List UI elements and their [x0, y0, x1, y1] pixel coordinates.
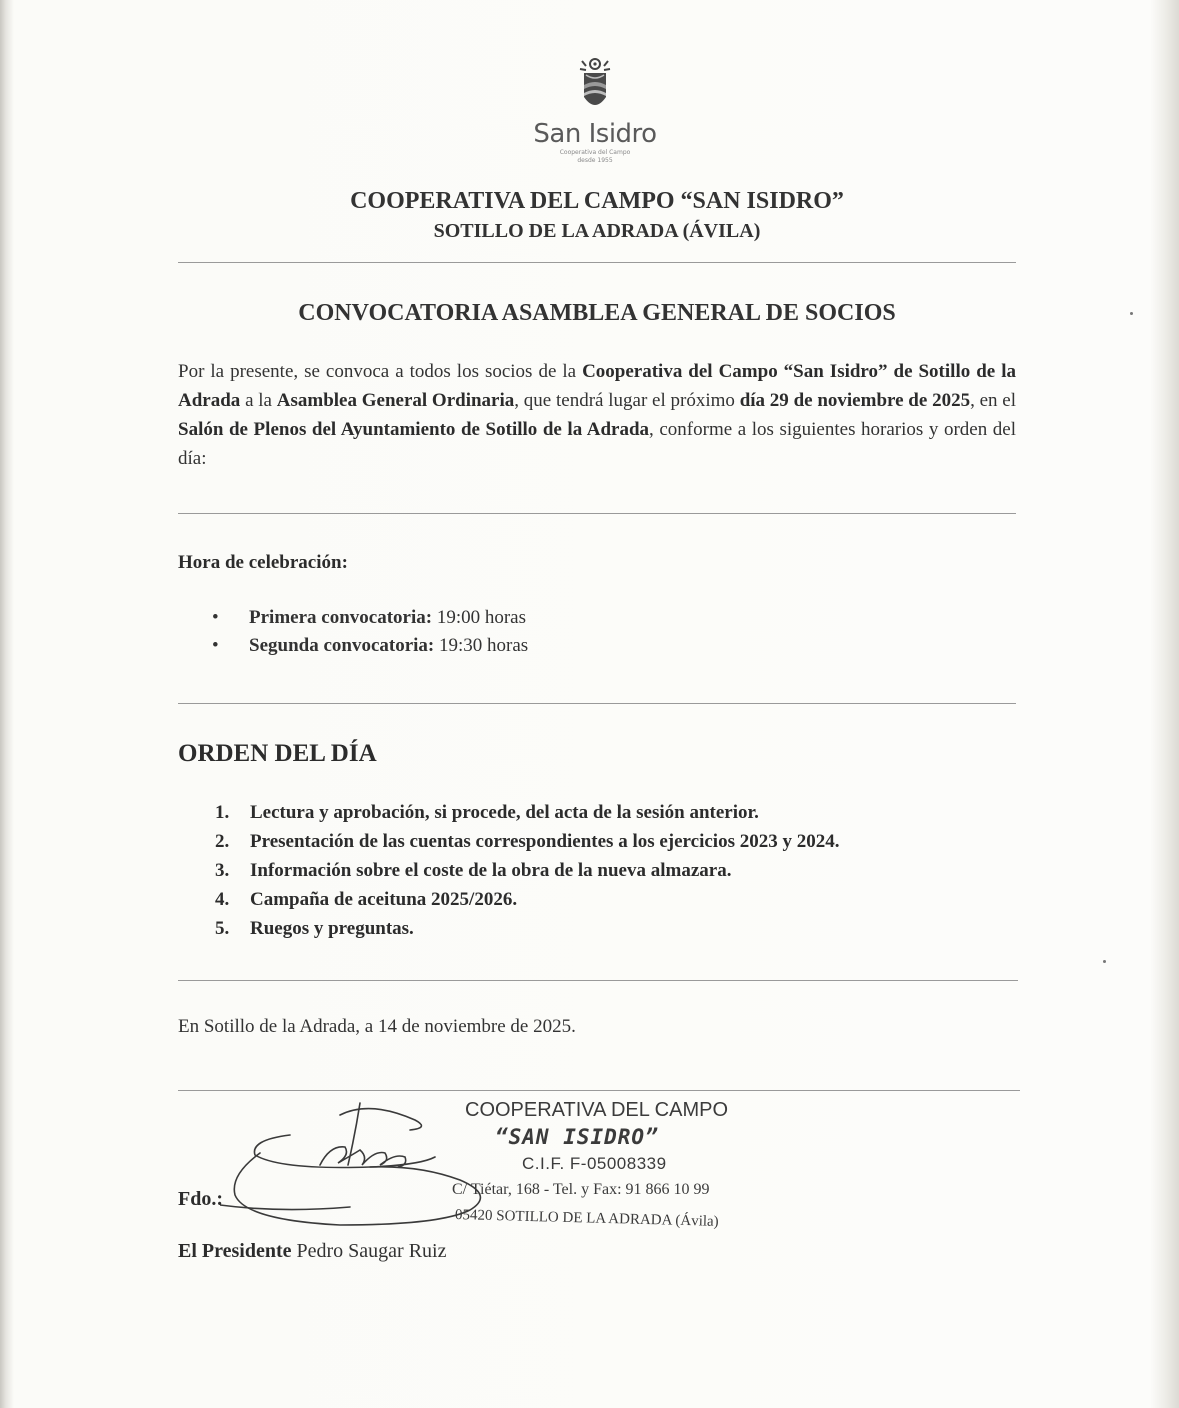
intro-bold-venue: Salón de Plenos del Ayuntamiento de Sotillo de la Adrada: [178, 419, 650, 440]
divider: [178, 980, 1018, 981]
intro-text: a la: [240, 390, 277, 411]
list-item: [215, 885, 839, 914]
paper-speck: [1130, 312, 1133, 315]
intro-text: , en el: [970, 390, 1017, 411]
list-item: [212, 604, 528, 632]
logo-subtitle-year: desde 1955: [577, 157, 613, 164]
president-name: Pedro Saugar Ruiz: [291, 1240, 447, 1262]
logo-subtitle: Cooperativa del Campo: [559, 149, 631, 156]
divider: [178, 703, 1016, 704]
agenda-text: Información sobre el coste de la obra de la nueva almazara.: [250, 860, 732, 881]
divider: [178, 1090, 1020, 1091]
agenda-number: 2.: [215, 831, 230, 852]
list-item: [215, 914, 839, 943]
cooperative-emblem-icon: [572, 55, 618, 117]
agenda-text: Campaña de aceituna 2025/2026.: [250, 889, 518, 910]
list-item: [215, 827, 839, 856]
schedule-value: 19:30 horas: [434, 635, 529, 656]
intro-paragraph: [178, 357, 1016, 473]
agenda-number: 1.: [215, 802, 230, 823]
list-item: [215, 798, 839, 827]
schedule-label: Primera convocatoria:: [249, 607, 433, 628]
handwritten-signature: [220, 1095, 520, 1250]
list-item: [215, 856, 839, 885]
list-item: [212, 632, 528, 660]
header-location: SOTILLO DE LA ADRADA (ÁVILA): [433, 220, 761, 242]
intro-bold-assembly: Asamblea General Ordinaria: [276, 390, 515, 411]
agenda-text: Presentación de las cuentas correspondientes a los ejercicios 2023 y 2024.: [250, 831, 840, 852]
header-organization: COOPERATIVA DEL CAMPO “SAN ISIDRO”: [350, 188, 844, 214]
agenda-list: [215, 798, 839, 943]
intro-text: , que tendrá lugar el próximo: [514, 390, 740, 411]
president-role: El Presidente: [178, 1240, 292, 1262]
agenda-number: 4.: [215, 889, 230, 910]
agenda-number: 5.: [215, 918, 230, 939]
stamp-line: “SAN ISIDRO”: [495, 1125, 659, 1149]
agenda-text: Ruegos y preguntas.: [250, 918, 414, 939]
stamp-line: C.I.F. F-05008339: [522, 1154, 667, 1173]
stamp-line: C/ Tiétar, 168 - Tel. y Fax: 91 866 10 99: [452, 1181, 710, 1198]
agenda-title: ORDEN DEL DÍA: [178, 740, 377, 767]
date-line: En Sotillo de la Adrada, a 14 de noviembre de 2025.: [178, 1016, 576, 1037]
stamp-line: COOPERATIVA DEL CAMPO: [465, 1099, 729, 1121]
paper-speck: [1103, 960, 1106, 963]
intro-text: , conforme a los siguientes horarios y orden del día:: [178, 419, 1016, 469]
logo: [520, 55, 670, 165]
schedule-label: Segunda convocatoria:: [249, 635, 435, 656]
schedule-value: 19:00 horas: [432, 607, 526, 628]
stamp-line: 05420 SOTILLO DE LA ADRADA (Ávila): [454, 1207, 719, 1230]
signature-label: Fdo.:: [178, 1188, 223, 1210]
agenda-text: Lectura y aprobación, si procede, del acta de la sesión anterior.: [250, 802, 759, 823]
intro-bold-date: día 29 de noviembre de 2025: [739, 390, 971, 411]
divider: [178, 262, 1016, 263]
divider: [178, 513, 1016, 514]
intro-bold-cooperative: Cooperativa del Campo “San Isidro” de Sotillo de la Adrada: [178, 361, 1016, 411]
president-line: [178, 1240, 447, 1263]
logo-name: San Isidro: [533, 119, 657, 149]
schedule-list: [212, 604, 528, 660]
intro-text: Por la presente, se convoca a todos los socios de la: [178, 361, 583, 382]
section-label-celebracion: Hora de celebración:: [178, 552, 348, 573]
document-title: CONVOCATORIA ASAMBLEA GENERAL DE SOCIOS: [298, 300, 896, 326]
agenda-number: 3.: [215, 860, 230, 881]
